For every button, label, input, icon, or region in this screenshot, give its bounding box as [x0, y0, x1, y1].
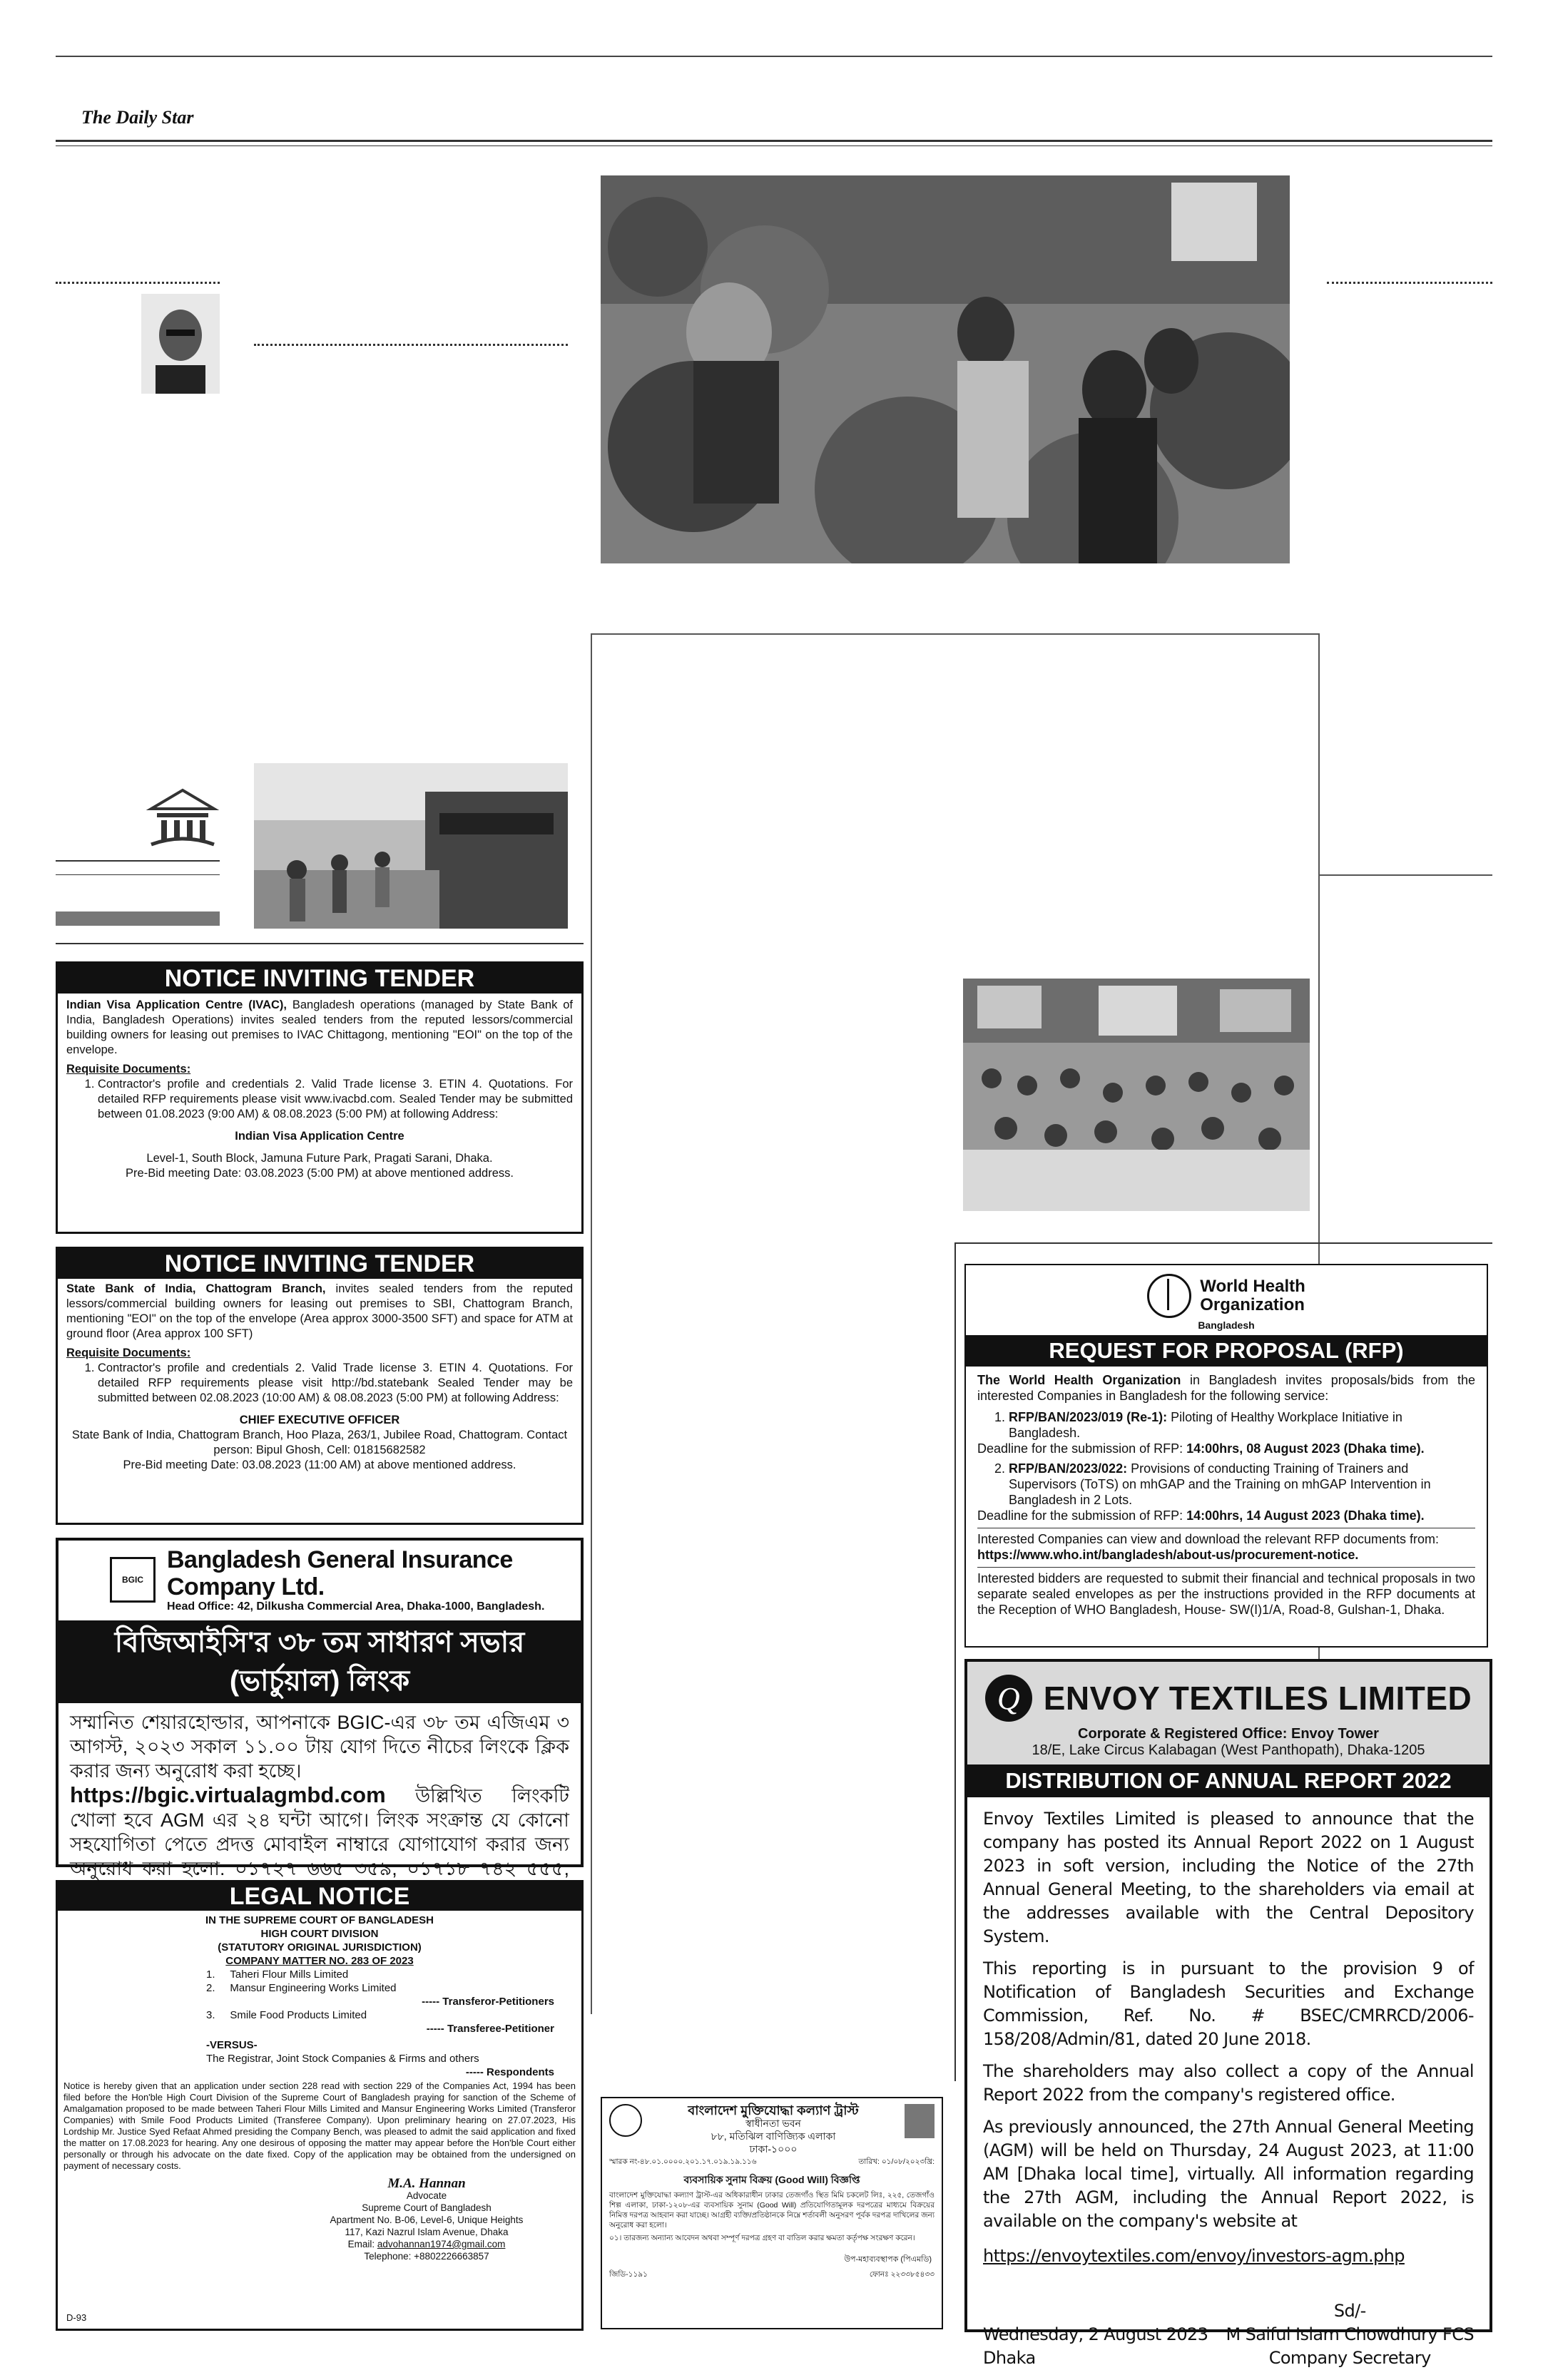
- trust-sign: উপ-মহাব্যবস্থাপক (পিএমডি): [844, 2255, 932, 2264]
- plant-fair-photo: [601, 175, 1290, 563]
- sbi-tender-ad: [56, 1247, 584, 1525]
- railway-station-photo: [254, 763, 568, 929]
- legal-body: Notice is hereby given that an application under section 228 read with section 229 of the Companies Act, 1994 has been filed before the Hon'ble High Court Division of the Supreme Court of Bangladesh praying for sanction of the Scheme of Amalgamation proposed to be made between Taheri Flour Mills Limited and Mansur Engineering Works Limited (Transferor Companies) with Smile Food Products Limited (Transferee Company). Upon preliminary hearing on 27.07.2023, His Lordship Mr. Justice Syed Refaat Ahmed presiding the Company Bench, was pleased to admit the said application and fixed the matter on 17.08.2023 for hearing. Any one desirous of opposing the matter may appear before the Hon'ble Court either personally or through his advocate on the date fixed. Copy of the application may be obtained from the undersigned on payment of necessary costs.: [63, 2080, 576, 2171]
- trust-sub: স্বাধীনতা ভবন: [745, 2118, 801, 2129]
- org-name: Organization: [1200, 1295, 1305, 1314]
- address-title: CHIEF EXECUTIVE OFFICER: [239, 1414, 400, 1426]
- address-title: Indian Visa Application Centre: [235, 1130, 404, 1143]
- ad-intro: invites sealed tenders from the reputed lessors/commercial building owners for leasing out premises to SBI, Chattogram Branch, mentioning "EOI" on the top of the envelope (Area approx 3000-3500 SFT) and space for ATM at ground floor (Area approx 100 SFT): [66, 1282, 573, 1340]
- ad-title: REQUEST FOR PROPOSAL (RFP): [966, 1335, 1487, 1367]
- deadline-label: Deadline for the submission of RFP:: [977, 1508, 1187, 1523]
- rule: [56, 874, 220, 875]
- rfp-desc: Provisions of conducting Training of Trainers and Supervisors (ToTS) on mhGAP and the Training on mhGAP Intervention in Bangladesh in 2 Lots.: [1009, 1461, 1431, 1507]
- procurement-link[interactable]: https://www.who.int/bangladesh/about-us/procurement-notice.: [977, 1548, 1359, 1562]
- signer-address: 117, Kazi Nazrul Islam Avenue, Dhaka: [345, 2227, 509, 2237]
- download-text: Interested Companies can view and download the relevant RFP documents from:: [977, 1532, 1440, 1546]
- envoy-logo: Q: [985, 1675, 1032, 1722]
- signer-address: Apartment No. B-06, Level-6, Unique Heights: [330, 2215, 524, 2225]
- column-divider-right: [1327, 282, 1492, 284]
- trust-note: ০১। তারজন্য অন্যান্য আবেদন অথবা সম্পূর্ণ দরপত্র গ্রহণ বা বাতিল করার ক্ষমতা কর্তৃপক্ষ সংরক্ষণ করেন।: [609, 2234, 915, 2242]
- envoy-textiles-ad: [964, 1659, 1492, 2368]
- memo-date: তারিখ: ০১/০৮/২০২৩খ্রি:: [858, 2157, 935, 2166]
- memo-ref: স্মারক নং-৪৮.০১.০০০০.২০১.১৭.০১৯.১৯.১১৬: [609, 2157, 757, 2166]
- matter-no: COMPANY MATTER NO. 283 OF 2023: [225, 1955, 414, 1967]
- bgic-banner: বিজিআইসি'র ৩৮ তম সাধারণ সভার (ভার্চুয়াল) লিংক: [58, 1620, 581, 1703]
- submit-text: Interested bidders are requested to submit their financial and technical proposals in two separate sealed envelopes as per the instructions provided in the RFP documents at the Reception of WHO Bangladesh, House- SW(I)1/A, Road-8, Gulshan-1, Dhaka.: [977, 1571, 1475, 1617]
- party: 1. Taheri Flour Mills Limited: [206, 1968, 349, 1981]
- email-label: Email:: [347, 2239, 377, 2249]
- ad-title: NOTICE INVITING TENDER: [58, 964, 581, 994]
- agm-link[interactable]: https://envoytextiles.com/envoy/investors-agm.php: [983, 2246, 1405, 2266]
- rfp-ref: RFP/BAN/2023/019 (Re-1):: [1009, 1410, 1168, 1424]
- party-role: ----- Transferee-Petitioner: [426, 2023, 554, 2035]
- company-name: ENVOY TEXTILES LIMITED: [1043, 1680, 1472, 1717]
- freedom-fighters-trust-ad: [601, 2097, 943, 2329]
- masthead-rule-thin: [56, 145, 1492, 146]
- who-intro-bold: The World Health Organization: [977, 1373, 1181, 1387]
- court-line: HIGH COURT DIVISION: [260, 1928, 379, 1940]
- who-intro: in Bangladesh invites proposals/bids from the interested Companies in Bangladesh for the following service:: [977, 1373, 1475, 1403]
- req-text: 1. Contractor's profile and credentials 2. Valid Trade license 3. ETIN 4. Quotations. For detailed RFP requirements please visit www.ivacbd.com. Sealed Tender may be submitted between 01.08.2023 (9:00 AM) & 08.08.2023 (5:00 PM) at following Address:: [98, 1077, 573, 1122]
- agm-link[interactable]: https://bgic.virtualagmbd.com: [70, 1782, 386, 1807]
- ad-intro-bold: Indian Visa Application Centre (IVAC),: [66, 999, 287, 1011]
- respondent: The Registrar, Joint Stock Companies & Firms and others: [206, 2053, 479, 2065]
- ad-title: DISTRIBUTION OF ANNUAL REPORT 2022: [967, 1764, 1490, 1797]
- masthead-rule: [56, 140, 1492, 142]
- top-rule: [56, 56, 1492, 57]
- rally-photo: [963, 979, 1310, 1211]
- envoy-p2: This reporting is in pursuant to the provision 9 of Notification of Bangladesh Securities and Exchange Commission, Ref. No. # BSEC/CMRRCD/2006-158/208/Admin/81, dated 20 June 2018.: [983, 1958, 1474, 2049]
- party: 3. Smile Food Products Limited: [206, 2009, 367, 2021]
- envoy-p4: As previously announced, the 27th Annual General Meeting (AGM) will be held on Thursday, 24 August 2023, at 11:00 AM [Dhaka local time], virtually. All information regarding the 27th AGM, including the Annual Report 2022, is available on the company's website at: [983, 2117, 1474, 2231]
- rfp-desc: Piloting of Healthy Workplace Initiative in Bangladesh.: [1009, 1410, 1402, 1440]
- deadline: 14:00hrs, 08 August 2023 (Dhaka time).: [1186, 1441, 1425, 1456]
- head-office: Head Office: 42, Dilkusha Commercial Area, Dhaka-1000, Bangladesh.: [167, 1600, 545, 1613]
- trust-phone: ফোনঃ ২২৩৩৮৫৪৩৩: [869, 2270, 935, 2279]
- rule: [56, 860, 220, 862]
- bgic-ad: [56, 1538, 584, 1879]
- gray-bar: [56, 911, 220, 926]
- ad-intro: Bangladesh operations (managed by State Bank of India, Bangladesh Operations) invites sealed tenders from the reputed lessors/commercial building owners for leasing out premises to IVAC Chittagong, mentioning "EOI" on the top of the envelope.: [66, 999, 573, 1056]
- deadline-label: Deadline for the submission of RFP:: [977, 1441, 1187, 1456]
- envoy-p1: Envoy Textiles Limited is pleased to announce that the company has posted its Annual Report 2022 on 1 August 2023 in soft version, including the Notice of the 27th Annual General Meeting, to the shareholders via email at the addresses available with the Central Depository System.: [983, 1809, 1474, 1946]
- address: Level-1, South Block, Jamuna Future Park, Pragati Sarani, Dhaka.: [146, 1152, 493, 1165]
- frame-rule: [1320, 874, 1492, 876]
- envoy-p3: The shareholders may also collect a copy of the Annual Report 2022 from the company's registered office.: [983, 2061, 1474, 2105]
- signer-phone: Telephone: +8802226663857: [364, 2251, 489, 2262]
- bgic-body2: উল্লিখিত লিংকটি খোলা হবে AGM এর ২৪ ঘন্টা আগে। লিংক সংক্রান্ত যে কোনো সহযোগিতা পেতে প্রদত্ত মোবাইল নাম্বারে যোগাযোগ করার জন্য অনুরোধ করা হলো: ০১৭২৭ ৬৬৫ ৩৫৯, ০১৭১৮ ৭৪২ ৫৫৫,: [70, 1785, 569, 1879]
- columnist-photo: [141, 294, 220, 394]
- who-logo-icon: [1147, 1274, 1191, 1318]
- prebid-date: Pre-Bid meeting Date: 03.08.2023 (5:00 PM) at above mentioned address.: [126, 1167, 514, 1180]
- court-line: IN THE SUPREME COURT OF BANGLADESH: [205, 1914, 434, 1926]
- library-icon: [146, 787, 220, 852]
- who-country: Bangladesh: [1198, 1319, 1255, 1331]
- rfp-ref: RFP/BAN/2023/022:: [1009, 1461, 1128, 1476]
- who-rfp-ad: [964, 1264, 1488, 1648]
- office-line: Corporate & Registered Office: Envoy Tower: [1078, 1726, 1379, 1742]
- signer-role: Company Secretary: [1268, 2348, 1431, 2368]
- bgic-body: সম্মানিত শেয়ারহোল্ডার, আপনাকে BGIC-এর ৩৮ তম এজিএম ৩ আগস্ট, ২০২৩ সকাল ১১.০০ টায় যোগ দিতে নীচের লিংকে ক্লিক করার জন্য অনুরোধ করা হচ্ছে।: [70, 1712, 569, 1782]
- signer-name: M Saiful Islam Chowdhury FCS: [1226, 2324, 1474, 2344]
- legal-notice-ad: [56, 1880, 584, 2331]
- ad-title: LEGAL NOTICE: [58, 1882, 581, 1911]
- req-heading: Requisite Documents:: [66, 1347, 191, 1359]
- company-name: Bangladesh General Insurance Company Ltd.: [167, 1546, 513, 1600]
- court-line: (STATUTORY ORIGINAL JURISDICTION): [218, 1941, 422, 1953]
- notice-date: Wednesday, 2 August 2023: [983, 2324, 1208, 2344]
- versus: -VERSUS-: [206, 2039, 258, 2051]
- email-link[interactable]: advohannan1974@gmail.com: [377, 2239, 506, 2249]
- party-role: ----- Respondents: [465, 2066, 554, 2078]
- trust-sub: ৮৮, মতিঝিল বাণিজ্যিক এলাকা: [711, 2130, 836, 2142]
- column-rule: [954, 1242, 956, 2081]
- req-heading: Requisite Documents:: [66, 1063, 191, 1076]
- signer-name: M.A. Hannan: [387, 2176, 466, 2191]
- govt-emblem-icon: [609, 2104, 642, 2137]
- party: 2. Mansur Engineering Works Limited: [206, 1982, 397, 1994]
- trust-body: বাংলাদেশ মুক্তিযোদ্ধা কল্যাণ ট্রাস্ট-এর অধিকারাধীন ঢাকার তেজগাঁও স্থিত মিমি চকলেট লিঃ, ২২৫, তেজগাঁও শিল্প এলাকা, ঢাকা-১২০৮-এর ব্যবসায়িক সুনাম (Good Will) প্রতিযোগিতামূলক দরপত্রের মাধ্যমে বিক্রয়ের নিমিত্ত দরপত্র আহবান করা যাচ্ছে। আগ্রহী ব্যক্তি/প্রতিষ্ঠানকে নিম্নে শর্তাবলী অনুসরণ পূর্বক দরপত্র দাখিলের জন্য অনুরোধ করা হলো।: [609, 2191, 935, 2230]
- signer-role: Advocate: [406, 2190, 447, 2201]
- trust-heading: ব্যবসায়িক সুনাম বিক্রয় (Good Will) বিজ্ঞপ্তি: [683, 2174, 860, 2185]
- section-rule: [954, 1242, 1492, 1244]
- org-name: World Health: [1200, 1277, 1305, 1296]
- ad-intro-bold: State Bank of India, Chattogram Branch,: [66, 1282, 326, 1295]
- office-address: 18/E, Lake Circus Kalabagan (West Panthopath), Dhaka-1205: [1032, 1742, 1425, 1758]
- party-role: ----- Transferor-Petitioners: [422, 1996, 554, 2008]
- section-rule: [56, 943, 584, 944]
- address: State Bank of India, Chattogram Branch, Hoo Plaza, 263/1, Jubilee Road, Chattogram. Contact person: Bipul Ghosh, Cell: 01815682582: [71, 1429, 568, 1456]
- prebid-date: Pre-Bid meeting Date: 03.08.2023 (11:00 AM) at above mentioned address.: [123, 1459, 516, 1471]
- req-text: 1. Contractor's profile and credentials 2. Valid Trade license 3. ETIN 4. Quotations. For detailed RFP requirements please visit http://bd.statebank Sealed Tender may be submitted between 02.08.2023 (10:00 AM) & 08.08.2023 (5:00 PM) at following Address:: [98, 1361, 573, 1406]
- byline-rule: [254, 344, 568, 346]
- ad-title: NOTICE INVITING TENDER: [58, 1249, 581, 1279]
- ad-code: D-93: [66, 2312, 87, 2323]
- bgic-logo: BGIC: [110, 1557, 156, 1603]
- deadline: 14:00hrs, 14 August 2023 (Dhaka time).: [1186, 1508, 1425, 1523]
- sd-mark: Sd/-: [1333, 2301, 1366, 2321]
- masthead-logo: The Daily Star: [81, 107, 194, 128]
- signer-address: Supreme Court of Bangladesh: [362, 2202, 492, 2213]
- portrait-icon: [905, 2104, 935, 2138]
- trust-title: বাংলাদেশ মুক্তিযোদ্ধা কল্যাণ ট্রাস্ট: [688, 2103, 859, 2118]
- column-divider: [56, 282, 220, 284]
- ivac-tender-ad: [56, 961, 584, 1234]
- trust-code: জিডি-১১৯১: [609, 2270, 648, 2279]
- trust-sub: ঢাকা-১০০০: [749, 2143, 798, 2155]
- notice-city: Dhaka: [983, 2348, 1036, 2368]
